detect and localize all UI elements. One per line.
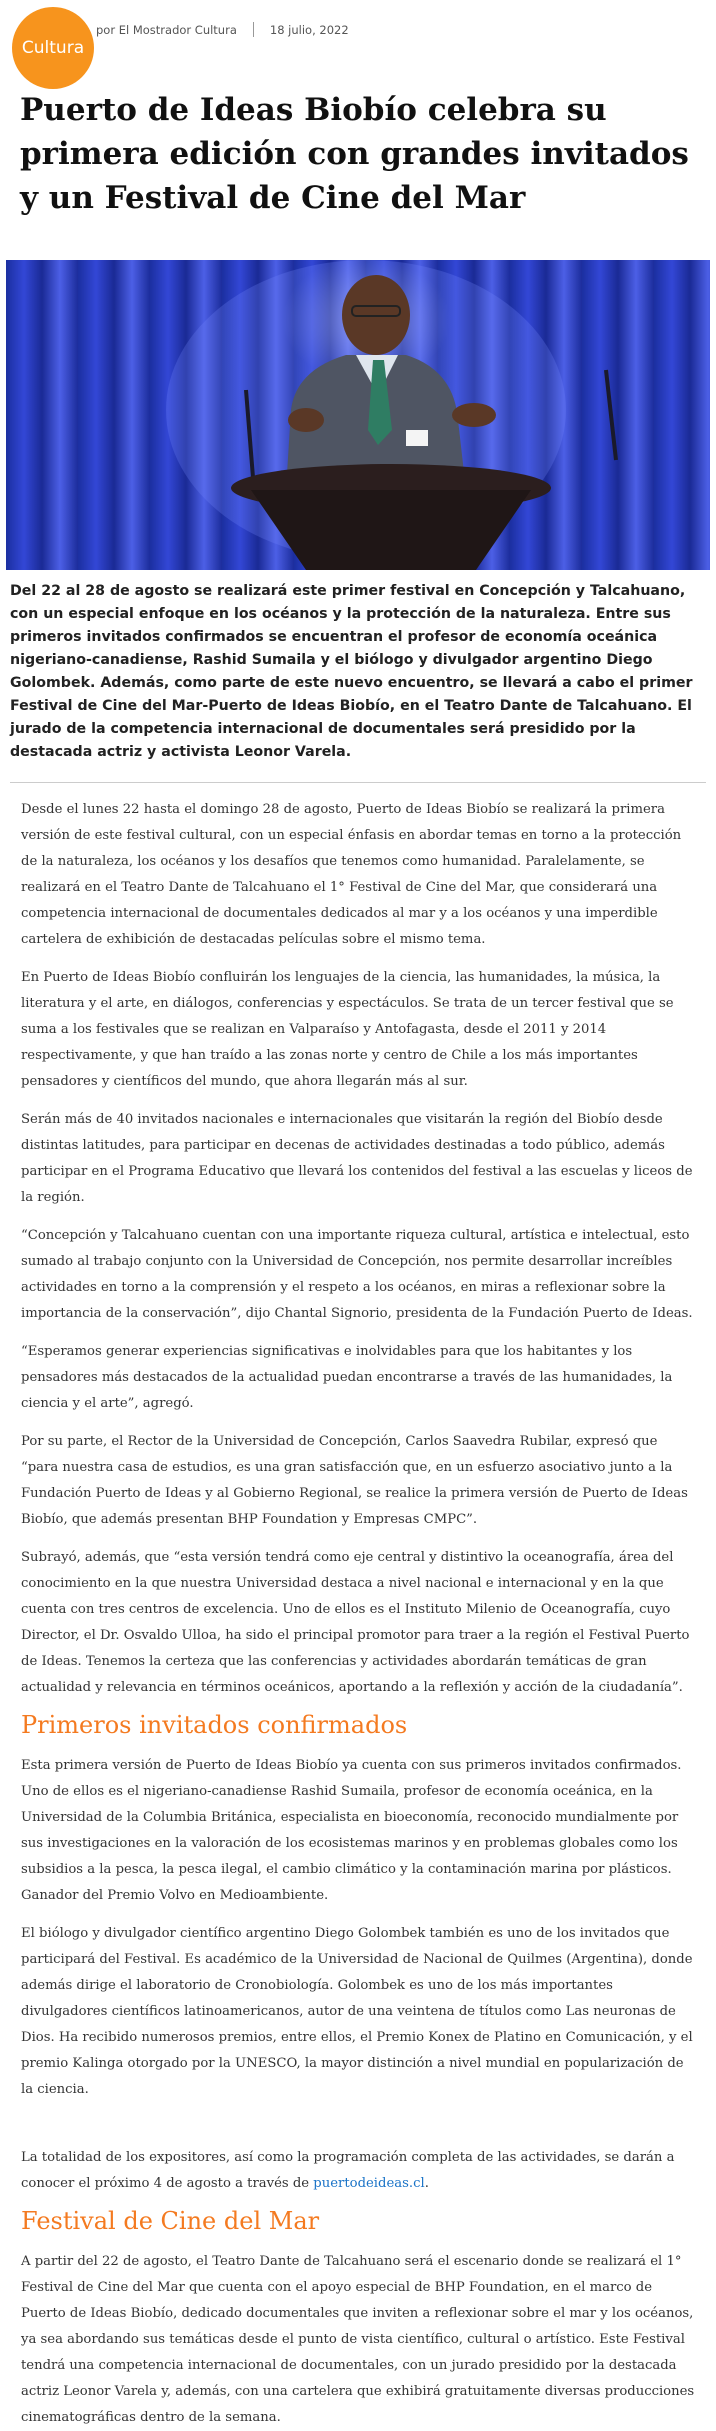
body-paragraph: “Concepción y Talcahuano cuentan con una importante riqueza cultural, artística e intelectual, esto sumado al trabajo conjunto con la Universidad de Concepción, nos permite desarrollar increíbles actividades en torno a la comprensión y el respeto a los océanos, en miras a reflexionar sobre la importancia de la conservación”, dijo Chantal Signorio, presidenta de la Fundación Puerto de Ideas. bbox=[21, 1228, 693, 1321]
meta-divider bbox=[253, 22, 254, 37]
puertodeideas-link[interactable]: puertodeideas.cl bbox=[313, 2176, 425, 2191]
hero-image bbox=[6, 260, 710, 570]
publish-date: 18 julio, 2022 bbox=[269, 22, 349, 37]
body-paragraph: Esta primera versión de Puerto de Ideas Biobío ya cuenta con sus primeros invitados confirmados. Uno de ellos es el nigeriano-canadiense Rashid Sumaila, profesor de economía oceánica, en la Universidad de la Columbia Británica, especialista en bioeconomía, reconocido mundialmente por sus investigaciones en la valoración de los ecosistemas marinos y en problemas globales como los subsidios a la pesca, la pesca ilegal, el cambio climático y la contaminación marina por plásticos. Ganador del Premio Volvo en Medioambiente. bbox=[21, 1758, 682, 1903]
article-header bbox=[0, 0, 716, 84]
article-lead: Del 22 al 28 de agosto se realizará este primer festival en Concepción y Talcahuano, con un especial enfoque en los océanos y la protección de la naturaleza. Entre sus primeros invitados confirmados se encuentran el profesor de economía oceánica nigeriano-canadiense, Rashid Sumaila y el biólogo y divulgador argentino Diego Golombek. Además, como parte de este nuevo encuentro, se llevará a cabo el primer Festival de Cine del Mar-Puerto de Ideas Biobío, en el Teatro Dante de Talcahuano. El jurado de la competencia internacional de documentales será presidido por la destacada actriz y activista Leonor Varela. bbox=[10, 580, 706, 783]
body-paragraph: A partir del 22 de agosto, el Teatro Dante de Talcahuano será el escenario donde se realizará el 1° Festival de Cine del Mar que cuenta con el apoyo especial de BHP Foundation, en el marco de Puerto de Ideas Biobío, dedicado documentales que inviten a reflexionar sobre el mar y los océanos, ya sea abordando sus temáticas desde el punto de vista científico, cultural o artístico. Este Festival tendrá una competencia internacional de documentales, con un jurado presidido por la destacada actriz Leonor Varela y, además, con una cartelera que exhibirá gratuitamente diversas producciones cinematográficas dentro de la semana. bbox=[21, 2254, 695, 2425]
closing-period: . bbox=[424, 2176, 429, 2191]
article-title: Puerto de Ideas Biobío celebra su primera edición con grandes invitados y un Festival de Cine del Mar bbox=[20, 92, 689, 216]
article-body bbox=[0, 797, 716, 2431]
section-heading-film-festival: Festival de Cine del Mar bbox=[21, 2207, 320, 2235]
closing-paragraph bbox=[21, 2145, 696, 2197]
article-meta bbox=[96, 22, 349, 37]
speaker-photo-illustration bbox=[6, 260, 710, 570]
byline: por El Mostrador Cultura bbox=[96, 22, 237, 37]
body-paragraph: El biólogo y divulgador científico argentino Diego Golombek también es uno de los invitados que participará del Festival. Es académico de la Universidad de Nacional de Quilmes (Argentina), donde además dirige el laboratorio de Cronobiología. Golombek es uno de los más importantes divulgadores científicos latinoamericanos, autor de una veintena de títulos como Las neuronas de Dios. Ha recibido numerosos premios, entre ellos, el Premio Konex de Platino en Comunicación, y el premio Kalinga otorgado por la UNESCO, la mayor distinción a nivel mundial en popularización de la ciencia. bbox=[21, 1926, 693, 2097]
body-paragraph: Desde el lunes 22 hasta el domingo 28 de agosto, Puerto de Ideas Biobío se realizará la primera versión de este festival cultural, con un especial énfasis en abordar temas en torno a la protección de la naturaleza, los océanos y los desafíos que tenemos como humanidad. Paralelamente, se realizará en el Teatro Dante de Talcahuano el 1° Festival de Cine del Mar, que considerará una competencia internacional de documentales dedicados al mar y a los océanos y una imperdible cartelera de exhibición de destacadas películas sobre el mismo tema. bbox=[21, 802, 682, 947]
category-label: Cultura bbox=[21, 38, 85, 58]
body-paragraph: “Esperamos generar experiencias significativas e inolvidables para que los habitantes y los pensadores más destacados de la actualidad puedan encontrarse a través de las humanidades, la ciencia y el arte”, agregó. bbox=[21, 1344, 673, 1411]
body-paragraph: Subrayó, además, que “esta versión tendrá como eje central y distintivo la oceanografía, área del conocimiento en la que nuestra Universidad destaca a nivel nacional e internacional y en la que cuenta con tres centros de excelencia. Uno de ellos es el Instituto Milenio de Oceanografía, cuyo Director, el Dr. Osvaldo Ulloa, ha sido el principal promotor para traer a la región el Festival Puerto de Ideas. Tenemos la certeza que las conferencias y actividades abordarán temáticas de gran actualidad y relevancia en términos oceánicos, aportando a la reflexión y acción de la ciudadanía”. bbox=[21, 1550, 690, 1695]
body-paragraph: Serán más de 40 invitados nacionales e internacionales que visitarán la región del Biobío desde distintas latitudes, para participar en decenas de actividades destinadas a todo público, además participar en el Programa Educativo que llevará los contenidos del festival a las escuelas y liceos de la región. bbox=[21, 1112, 693, 1205]
body-paragraph: En Puerto de Ideas Biobío confluirán los lenguajes de la ciencia, las humanidades, la música, la literatura y el arte, en diálogos, conferencias y espectáculos. Se trata de un tercer festival que se suma a los festivales que se realizan en Valparaíso y Antofagasta, desde el 2011 y 2014 respectivamente, y que han traído a las zonas norte y centro de Chile a los más importantes pensadores y científicos del mundo, que ahora llegarán más al sur. bbox=[21, 970, 674, 1089]
section-heading-guests: Primeros invitados confirmados bbox=[21, 1711, 408, 1739]
category-badge[interactable] bbox=[12, 7, 94, 89]
body-paragraph: Por su parte, el Rector de la Universidad de Concepción, Carlos Saavedra Rubilar, expresó que “para nuestra casa de estudios, es una gran satisfacción que, en un esfuerzo asociativo junto a la Fundación Puerto de Ideas y al Gobierno Regional, se realice la primera versión de Puerto de Ideas Biobío, que además presentan BHP Foundation y Empresas CMPC”. bbox=[21, 1434, 688, 1527]
closing-text: La totalidad de los expositores, así como la programación completa de las actividades, se darán a conocer el próximo 4 de agosto a través de bbox=[21, 2150, 675, 2191]
